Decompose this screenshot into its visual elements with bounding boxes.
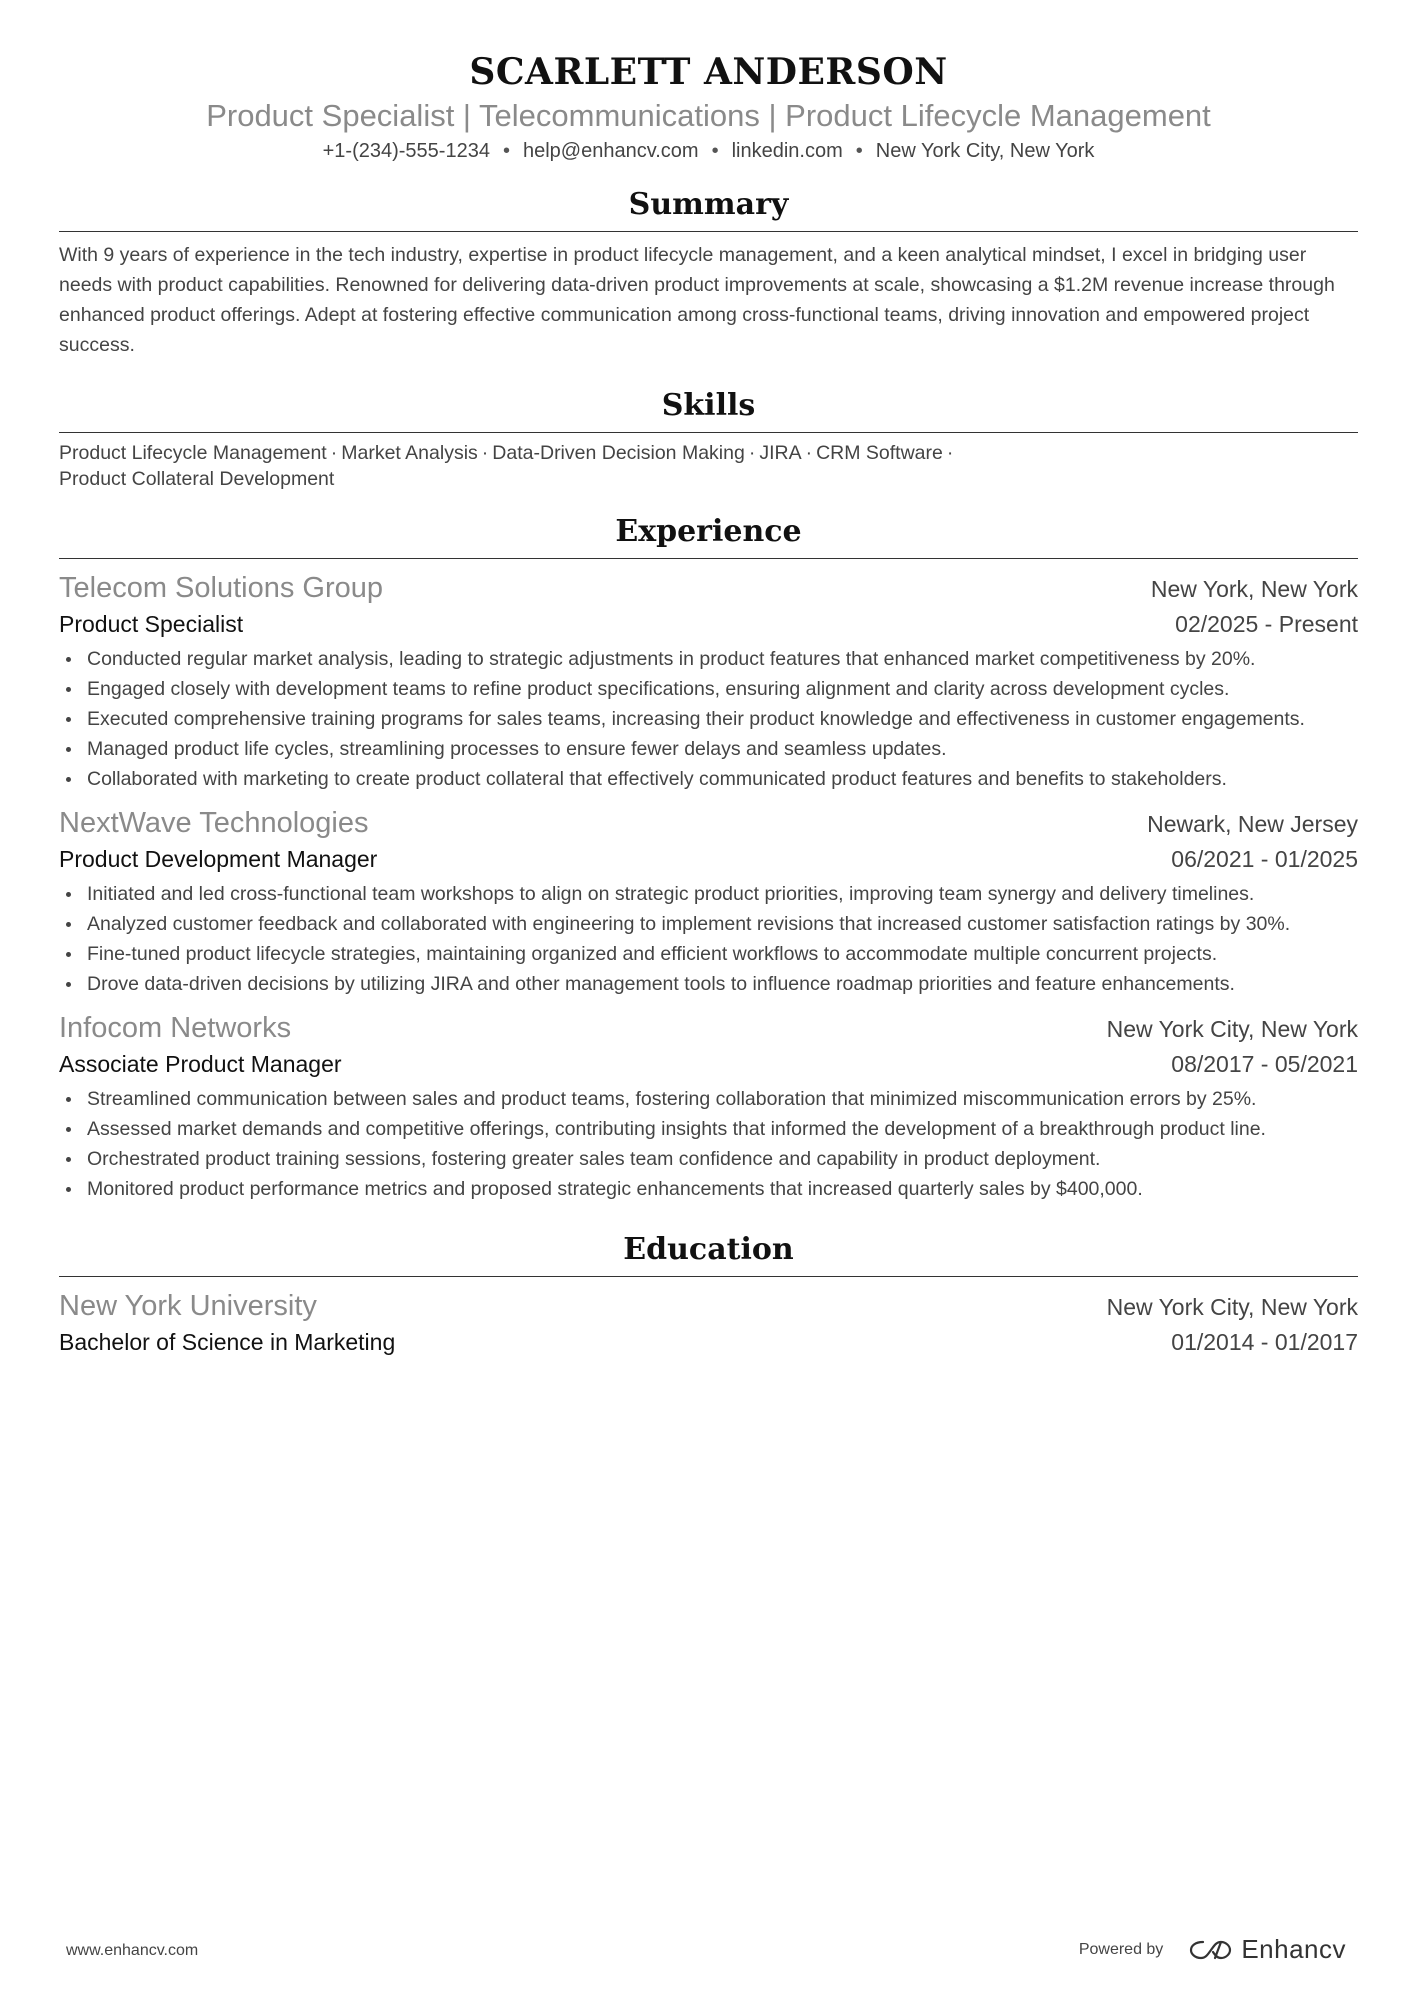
skill-item: Data-Driven Decision Making [492,442,745,464]
contact-separator: • [502,140,510,162]
achievement-item: Collaborated with marketing to create product collateral that effectively communicated product features and benefits to stakeholders. [87,764,1358,794]
education-dates: 01/2014 - 01/2017 [1171,1329,1358,1355]
enhancv-logo-icon [1189,1938,1233,1962]
brand-name: Enhancv [1241,1934,1346,1964]
skill-item: Product Collateral Development [59,468,335,490]
achievement-item: Assessed market demands and competitive offerings, contributing insights that informed the development of a breakthrough product line. [87,1114,1358,1144]
job-dates: 06/2021 - 01/2025 [1171,846,1358,872]
achievement-item: Executed comprehensive training programs for sales teams, increasing their product knowledge and effectiveness in customer engagements. [87,704,1358,734]
achievement-item: Initiated and led cross-functional team workshops to align on strategic product priorities, improving team synergy and delivery timelines. [87,879,1358,909]
skill-separator: · [748,442,756,464]
job-location: New York, New York [1150,576,1358,602]
company-name: Telecom Solutions Group [59,572,383,604]
skill-separator: · [330,442,338,464]
footer-website-link[interactable]: www.enhancv.com [66,1942,199,1959]
achievement-item: Conducted regular market analysis, leading to strategic adjustments in product features that enhanced market competitiveness by 20%. [87,644,1358,674]
contact-line [59,137,1358,165]
candidate-name: SCARLETT ANDERSON [469,51,948,93]
skills-heading: Skills [59,386,1358,433]
school-name: New York University [59,1290,317,1322]
job-location: New York City, New York [1106,1016,1358,1042]
achievement-item: Managed product life cycles, streamlining processes to ensure fewer delays and seamless updates. [87,734,1358,764]
job-title: Product Development Manager [59,846,378,872]
skills-list [59,440,1099,492]
school-location: New York City, New York [1106,1294,1358,1320]
enhancv-logo-icon [1189,1938,1233,1962]
headline: Product Specialist | Telecommunications | Product Lifecycle Management [206,98,1211,133]
achievement-item: Engaged closely with development teams to refine product specifications, ensuring alignment and clarity across development cycles. [87,674,1358,704]
achievement-list [59,644,1358,794]
linkedin-link[interactable]: linkedin.com [731,140,843,162]
achievement-list [59,1084,1358,1204]
skill-item: CRM Software [816,442,943,464]
summary-heading: Summary [59,185,1358,232]
experience-heading: Experience [59,512,1358,559]
achievement-list [59,879,1358,999]
footer-branding[interactable] [1079,1934,1346,1965]
skill-separator: · [805,442,813,464]
summary-text: With 9 years of experience in the tech industry, expertise in product lifecycle management, and a keen analytical mindset, I excel in bridging user needs with product capabilities. Renowned for delivering data-driven product improvements at scale, showcasing a $1.2M revenue increase through enhanced product offerings. Adept at fostering effective communication among cross-functional teams, driving innovation and empowered project success. [59,244,1335,356]
contact-separator: • [855,140,863,162]
company-name: NextWave Technologies [59,807,369,839]
contact-separator: • [711,140,719,162]
skill-separator: · [946,442,954,464]
education-entry [59,1286,1358,1358]
skill-item: JIRA [759,442,802,464]
experience-entry [59,568,1358,794]
skill-separator: · [481,442,489,464]
resume-page [59,0,1358,1358]
experience-entry [59,803,1358,999]
achievement-item: Fine-tuned product lifecycle strategies, maintaining organized and efficient workflows to accommodate multiple concurrent projects. [87,939,1358,969]
phone: +1-(234)-555-1234 [322,140,490,162]
email-link[interactable]: help@enhancv.com [522,140,699,162]
job-location: Newark, New Jersey [1147,811,1358,837]
job-dates: 02/2025 - Present [1175,611,1358,637]
experience-entry [59,1008,1358,1204]
job-title: Product Specialist [59,611,244,637]
education-heading: Education [59,1230,1358,1277]
achievement-item: Monitored product performance metrics and proposed strategic enhancements that increased quarterly sales by $400,000. [87,1174,1358,1204]
skill-item: Market Analysis [341,442,478,464]
job-title: Associate Product Manager [59,1051,342,1077]
company-name: Infocom Networks [59,1012,292,1044]
achievement-item: Analyzed customer feedback and collaborated with engineering to implement revisions that increased customer satisfaction ratings by 30%. [87,909,1358,939]
achievement-item: Orchestrated product training sessions, fostering greater sales team confidence and capability in product deployment. [87,1144,1358,1174]
skill-item: Product Lifecycle Management [59,442,327,464]
powered-by-label: Powered by [1078,1940,1164,1958]
job-dates: 08/2017 - 05/2021 [1171,1051,1358,1077]
achievement-item: Drove data-driven decisions by utilizing JIRA and other management tools to influence roadmap priorities and feature enhancements. [87,969,1358,999]
degree: Bachelor of Science in Marketing [59,1329,396,1355]
location: New York City, New York [875,140,1095,162]
achievement-item: Streamlined communication between sales and product teams, fostering collaboration that minimized miscommunication errors by 25%. [87,1084,1358,1114]
